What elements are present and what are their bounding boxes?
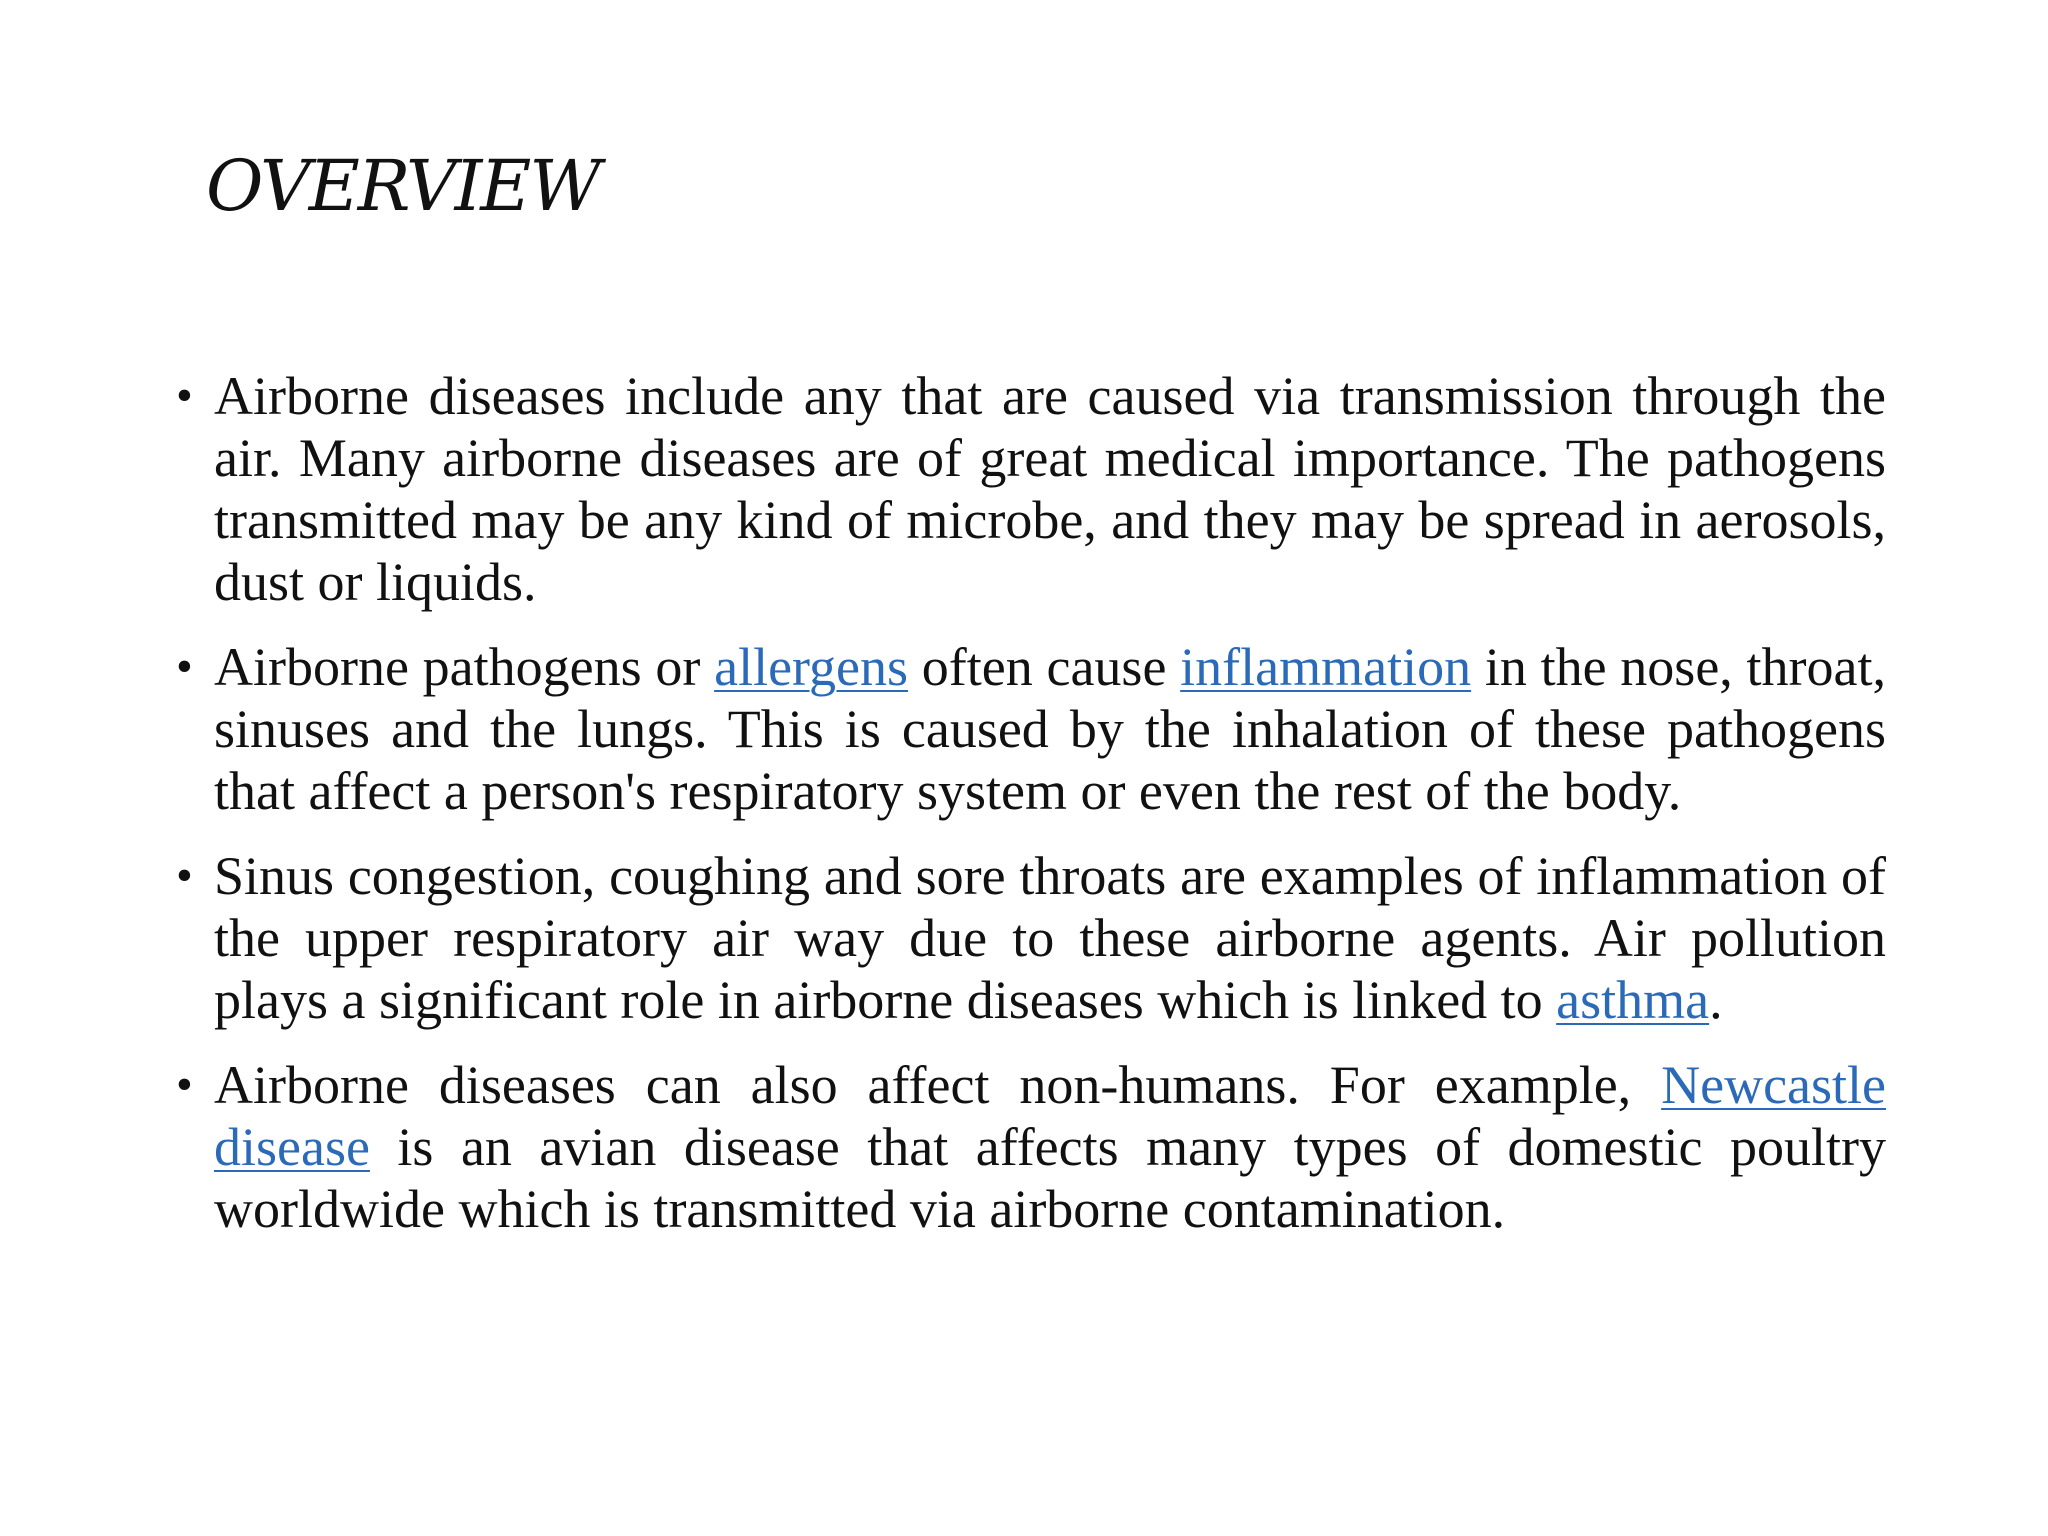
bullet-item-sinus <box>176 845 1886 1031</box>
bullet-item-allergens <box>176 636 1886 822</box>
bullet-text: Airborne pathogens or <box>214 637 715 697</box>
inflammation-link[interactable]: inflammation <box>1180 637 1472 697</box>
bullet-icon: • <box>176 369 193 422</box>
bullet-icon: • <box>176 849 193 902</box>
allergens-link[interactable]: allergens <box>714 637 909 697</box>
bullet-text: Airborne diseases can also affect non-humans. For example, <box>214 1055 1662 1115</box>
bullet-text: . <box>1709 970 1723 1030</box>
bullet-list <box>176 365 1886 1263</box>
bullet-item-non-humans <box>176 1054 1886 1240</box>
bullet-icon: • <box>176 1058 193 1111</box>
newcastle-disease-link[interactable]: Newcastle disease <box>214 1055 1886 1177</box>
bullet-item-transmission <box>176 365 1886 613</box>
bullet-text: is an avian disease that affects many types of domestic poultry worldwide which is transmitted via airborne contamination. <box>214 1117 1886 1239</box>
bullet-text: Airborne diseases include any that are caused via transmission through the air. Many airborne diseases are of great medical importance. The pathogens transmitted may be any kind of microbe, and they may be spread in aerosols, dust or liquids. <box>214 366 1886 612</box>
asthma-link[interactable]: asthma <box>1556 970 1710 1030</box>
slide-title: OVERVIEW <box>206 145 600 227</box>
bullet-text: Sinus congestion, coughing and sore throats are examples of inflammation of the upper respiratory air way due to these airborne agents. Air pollution plays a significant role in airborne diseases which is linked to <box>214 846 1886 1030</box>
bullet-text: often cause <box>908 637 1181 697</box>
bullet-text: in the nose, throat, sinuses and the lungs. This is caused by the inhalation of these pathogens that affect a person's respiratory system or even the rest of the body. <box>214 637 1886 821</box>
bullet-icon: • <box>176 640 193 693</box>
